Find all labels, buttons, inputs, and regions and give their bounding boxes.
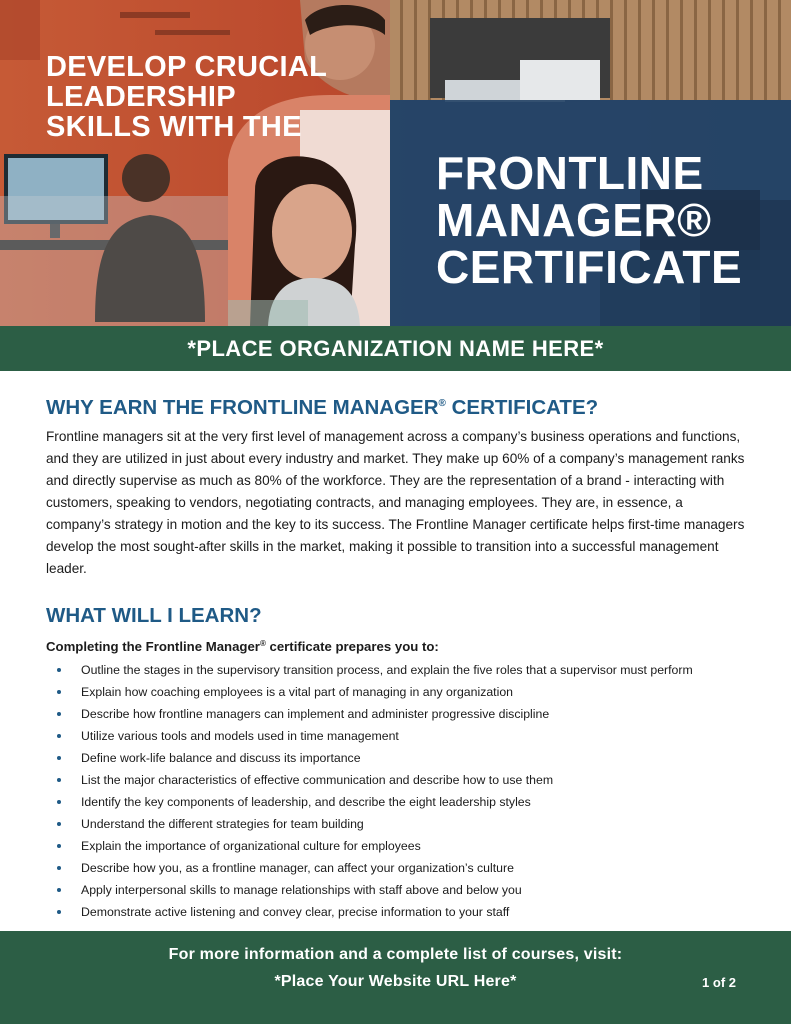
why-paragraph: Frontline managers sit at the very first level of management across a company’s business operations and functions, and they are utilized in just about every industry and market. They make up 60% of a company’s management ranks and directly supervise as much as 80% of the workforce. They are the representation of a brand - interacting with customers, speaking to vendors, negotiating contracts, and managing employees. They are, in essence, a company’s strategy in motion and the key to its success. The Frontline Manager certificate helps first-time managers develop the most sought-after skills in the market, making it possible to transition into a successful management leader. — [46, 429, 745, 576]
bullet-icon — [57, 712, 61, 716]
list-item — [46, 813, 751, 835]
why-title-text: WHY EARN THE FRONTLINE MANAGER — [46, 396, 439, 419]
learn-intro-end: certificate prepares you to: — [265, 639, 439, 654]
list-item — [46, 681, 751, 703]
organization-name-bar: *PLACE ORGANIZATION NAME HERE* — [0, 326, 791, 371]
list-item — [46, 879, 751, 901]
bullet-icon — [57, 756, 61, 760]
list-item — [46, 835, 751, 857]
hero-right-line: MANAGER® — [436, 194, 712, 246]
bullet-icon — [57, 800, 61, 804]
bullet-icon — [57, 910, 61, 914]
learn-section-title: WHAT WILL I LEARN? — [46, 604, 262, 627]
page-number: 1 of 2 — [702, 975, 736, 990]
list-item — [46, 747, 751, 769]
list-item-text: Identify the key components of leadership, and describe the eight leadership styles — [81, 795, 531, 809]
bullet-icon — [57, 690, 61, 694]
list-item — [46, 659, 751, 681]
hero-right-line: CERTIFICATE — [436, 241, 743, 293]
main-content — [46, 390, 751, 923]
list-item-text: Describe how you, as a frontline manager, can affect your organization’s culture — [81, 861, 514, 875]
learn-intro-start: Completing the Frontline Manager — [46, 639, 260, 654]
hero-banner — [0, 0, 791, 326]
why-section-title — [46, 390, 751, 422]
registered-mark: ® — [259, 639, 266, 648]
hero-left-heading — [46, 52, 327, 142]
list-item-text: Describe how frontline managers can implement and administer progressive discipline — [81, 707, 550, 721]
website-url-placeholder[interactable]: *Place Your Website URL Here* — [274, 973, 517, 990]
footer-info-text: For more information and a complete list of courses, visit: — [168, 946, 623, 963]
bullet-icon — [57, 734, 61, 738]
list-item-text: List the major characteristics of effective communication and describe how to use them — [81, 773, 554, 787]
bullet-icon — [57, 778, 61, 782]
footer — [0, 931, 791, 1024]
list-item-text: Understand the different strategies for team building — [81, 817, 364, 831]
why-title-end: CERTIFICATE? — [445, 396, 599, 419]
list-item-text: Explain how coaching employees is a vital part of managing in any organization — [81, 685, 514, 699]
list-item — [46, 791, 751, 813]
registered-mark: ® — [438, 398, 446, 409]
hero-certificate-heading — [436, 147, 743, 293]
bullet-icon — [57, 668, 61, 672]
list-item-text: Demonstrate active listening and convey clear, precise information to your staff — [81, 905, 510, 919]
learn-intro — [46, 634, 751, 657]
hero-right-line: FRONTLINE — [436, 147, 704, 199]
bullet-icon — [57, 844, 61, 848]
list-item-text: Utilize various tools and models used in time management — [81, 729, 399, 743]
bullet-icon — [57, 822, 61, 826]
hero-left-line: SKILLS WITH THE — [46, 111, 302, 143]
list-item-text: Explain the importance of organizational culture for employees — [81, 839, 421, 853]
list-item — [46, 901, 751, 923]
list-item-text: Apply interpersonal skills to manage relationships with staff above and below you — [81, 883, 522, 897]
hero-left-line: LEADERSHIP — [46, 81, 236, 113]
hero-left-line: DEVELOP CRUCIAL — [46, 51, 328, 83]
list-item — [46, 725, 751, 747]
list-item — [46, 769, 751, 791]
learning-outcomes-list — [46, 659, 751, 923]
list-item — [46, 703, 751, 725]
bullet-icon — [57, 888, 61, 892]
bullet-icon — [57, 866, 61, 870]
list-item-text: Define work-life balance and discuss its importance — [81, 751, 361, 765]
list-item-text: Outline the stages in the supervisory transition process, and explain the five roles that a supervisor must perform — [81, 663, 693, 677]
list-item — [46, 857, 751, 879]
